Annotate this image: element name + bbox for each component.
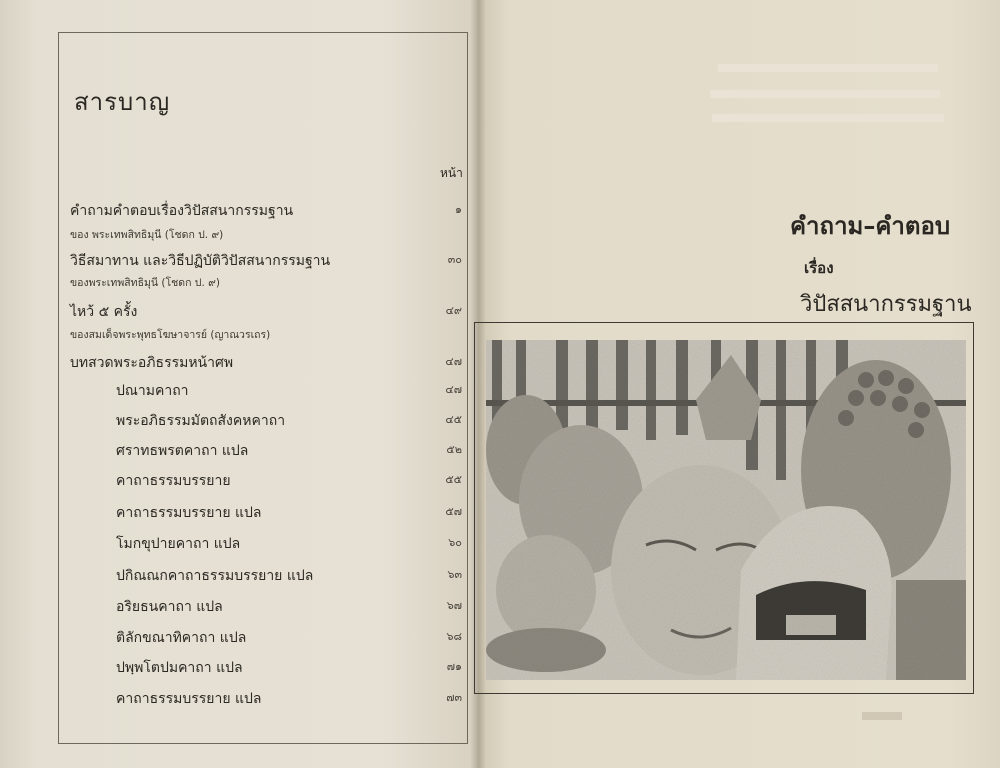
toc-entry-title: คาถาธรรมบรรยาย แปล xyxy=(116,691,262,707)
toc-entry-title: ของพระเทพสิทธิมุนี (โชดก ป. ๙) xyxy=(70,277,220,289)
toc-entry-title: ปกิณณกคาถาธรรมบรรยาย แปล xyxy=(116,568,314,584)
toc-entry-title: คาถาธรรมบรรยาย แปล xyxy=(116,505,262,521)
toc-entry-page: ๕๒ xyxy=(446,443,462,456)
toc-entry-title: คาถาธรรมบรรยาย xyxy=(116,473,231,489)
footer-mark xyxy=(862,712,902,720)
show-through-text xyxy=(710,90,940,98)
toc-entry-page: ๔๗ xyxy=(445,383,462,396)
show-through-text xyxy=(718,64,938,72)
toc-entry-page: ๖๓ xyxy=(447,568,462,581)
toc-entry-title: ปพฺพโตปมคาถา แปล xyxy=(116,660,243,676)
toc-entry-page: ๖๗ xyxy=(446,599,462,612)
toc-entry-page: ๔๗ xyxy=(445,355,462,368)
toc-entry-title: โมกขุปายคาถา แปล xyxy=(116,536,241,552)
toc-entry-page: ๖๐ xyxy=(448,536,462,549)
toc-entry-title: วิธีสมาทาน และวิธีปฏิบัติวิปัสสนากรรมฐาน xyxy=(70,253,331,269)
toc-entry-title: อริยธนคาถา แปล xyxy=(116,599,223,615)
toc-title: สารบาญ xyxy=(74,88,171,116)
book-subtitle: เรื่อง xyxy=(804,259,834,277)
page-column-label: หน้า xyxy=(440,166,463,180)
toc-entry-page: ๔๕ xyxy=(445,413,462,426)
toc-entry-page: ๕๕ xyxy=(445,473,462,486)
toc-entry-title: บทสวดพระอภิธรรมหน้าศพ xyxy=(70,355,234,371)
toc-entry-title: คำถามคำตอบเรื่องวิปัสสนากรรมฐาน xyxy=(70,203,294,219)
toc-entry-title: ปณามคาถา xyxy=(116,383,189,399)
toc-entry-page: ๕๗ xyxy=(445,505,462,518)
toc-entry-title: ศราทธพรตคาถา แปล xyxy=(116,443,249,459)
buddha-heads-photo-icon xyxy=(486,340,966,680)
toc-entry-page: ๗๓ xyxy=(446,691,462,704)
toc-entry-page: ๗๑ xyxy=(446,660,462,673)
toc-entry-page: ๔๙ xyxy=(445,304,462,317)
toc-entry-page: ๖๘ xyxy=(446,630,462,643)
book-title: คำถาม–คำตอบ xyxy=(790,212,951,240)
book-subject: วิปัสสนากรรมฐาน xyxy=(800,292,972,317)
toc-entry-title: พระอภิธรรมมัตถสังคหคาถา xyxy=(116,413,286,429)
toc-entry-title: ไหว้ ๕ ครั้ง xyxy=(70,304,138,320)
toc-entry-title: ของสมเด็จพระพุทธโฆษาจารย์ (ญาณวรเถร) xyxy=(70,329,271,341)
toc-entry-title: ของ พระเทพสิทธิมุนี (โชดก ป. ๙) xyxy=(70,229,224,241)
show-through-text xyxy=(712,114,944,122)
toc-entry-title: ติลักขณาทิคาถา แปล xyxy=(116,630,247,646)
toc-entry-page: ๓๐ xyxy=(447,253,462,266)
toc-entry-page: ๑ xyxy=(455,203,462,216)
